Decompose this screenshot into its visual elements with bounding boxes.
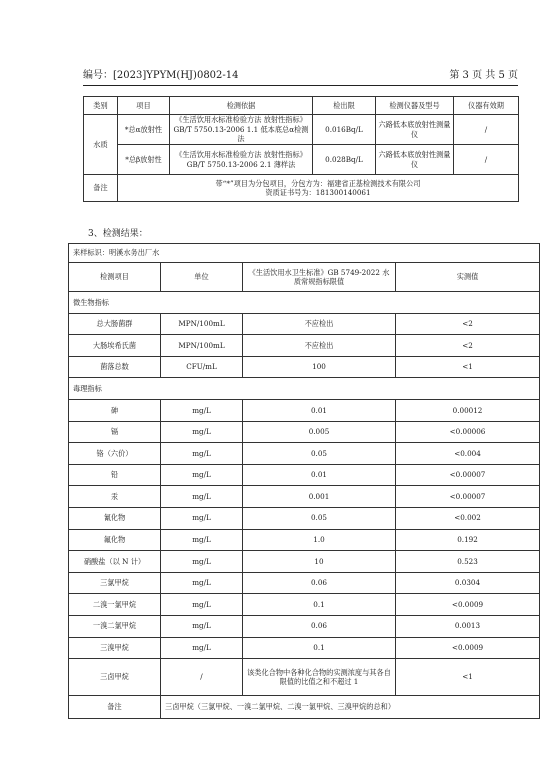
group-row	[69, 292, 540, 314]
limit-cell: 不应检出	[243, 313, 396, 335]
basis-cell: 《生活饮用水标准检验方法 放射性指标》GB/T 5750.13-2006 2.1 薄样法	[170, 145, 313, 175]
unit-cell: /	[161, 659, 243, 696]
item-cell: *总β放射性	[118, 145, 170, 175]
table-row	[69, 507, 540, 529]
limit-cell: 1.0	[243, 529, 396, 551]
note-text	[118, 175, 519, 202]
unit-cell: CFU/mL	[161, 356, 243, 378]
results-header-cell: 实测值	[396, 263, 540, 292]
unit-cell: mg/L	[161, 486, 243, 508]
limit-cell: 该类化合物中各种化合物的实测浓度与其各自限值的比值之和不超过 1	[243, 659, 396, 696]
methods-header-cell: 检测仪器及型号	[376, 97, 454, 115]
item-cell: 氟化物	[69, 529, 161, 551]
value-cell: <0.00007	[396, 486, 540, 508]
unit-cell: mg/L	[161, 551, 243, 573]
limit-cell: 0.1	[243, 594, 396, 616]
section-title: 3、检测结果：	[88, 229, 148, 239]
unit-cell: mg/L	[161, 507, 243, 529]
item-cell: 一溴二氯甲烷	[69, 615, 161, 637]
unit-cell: mg/L	[161, 443, 243, 465]
value-cell: 0.192	[396, 529, 540, 551]
results-header-cell: 单位	[161, 263, 243, 292]
item-cell: *总α放射性	[118, 115, 170, 145]
note-line-1: 带“*”项目为分包项目，分包方为：福建省正基检测技术有限公司	[215, 178, 421, 188]
limit-cell: 不应检出	[243, 335, 396, 357]
note-label: 备注	[84, 175, 118, 202]
unit-cell: mg/L	[161, 529, 243, 551]
page-header	[83, 70, 518, 82]
results-header-row	[69, 263, 540, 292]
table-row	[69, 637, 540, 659]
table-row	[69, 486, 540, 508]
item-cell: 铬（六价）	[69, 443, 161, 465]
validity-cell: /	[454, 145, 519, 175]
table-row	[69, 443, 540, 465]
page-indicator: 第 3 页 共 5 页	[449, 70, 518, 81]
methods-row	[84, 145, 519, 175]
limit-cell: 0.016Bq/L	[313, 115, 376, 145]
methods-header-cell: 类别	[84, 97, 118, 115]
value-cell: <0.00006	[396, 421, 540, 443]
note-line-2: 资质证书号为：181300140061	[265, 188, 371, 197]
table-row	[69, 464, 540, 486]
table-row	[69, 399, 540, 421]
limit-cell: 100	[243, 356, 396, 378]
methods-header-cell: 检测依据	[170, 97, 313, 115]
item-cell: 三氯甲烷	[69, 572, 161, 594]
item-cell: 二溴一氯甲烷	[69, 594, 161, 616]
limit-cell: 0.1	[243, 637, 396, 659]
methods-header-cell: 项目	[118, 97, 170, 115]
unit-cell: mg/L	[161, 421, 243, 443]
limit-cell: 0.06	[243, 572, 396, 594]
item-cell: 汞	[69, 486, 161, 508]
group-row	[69, 378, 540, 400]
unit-cell: mg/L	[161, 572, 243, 594]
remark-label: 备注	[69, 696, 161, 719]
group-name: 微生物指标	[69, 292, 540, 314]
item-cell: 三卤甲烷	[69, 659, 161, 696]
limit-cell: 0.01	[243, 399, 396, 421]
unit-cell: mg/L	[161, 399, 243, 421]
methods-row	[84, 115, 519, 145]
unit-cell: mg/L	[161, 615, 243, 637]
table-row	[69, 615, 540, 637]
item-cell: 铅	[69, 464, 161, 486]
table-row	[69, 659, 540, 696]
value-cell: <1	[396, 356, 540, 378]
methods-header-cell: 仪器有效期	[454, 97, 519, 115]
methods-table	[83, 96, 519, 202]
report-number: 编号：[2023]YPYM(HJ)0802-14	[83, 70, 239, 81]
remark-row	[69, 696, 540, 719]
value-cell: 0.0013	[396, 615, 540, 637]
limit-cell: 0.06	[243, 615, 396, 637]
value-cell: <2	[396, 313, 540, 335]
value-cell: 0.523	[396, 551, 540, 573]
header-rule	[83, 85, 518, 86]
value-cell: 0.0304	[396, 572, 540, 594]
unit-cell: MPN/100mL	[161, 335, 243, 357]
sample-label: 来样标识：明溪水务出厂水	[69, 244, 540, 263]
results-header-cell: 检测项目	[69, 263, 161, 292]
value-cell: <0.0009	[396, 637, 540, 659]
item-cell: 镉	[69, 421, 161, 443]
instrument-cell: 六路低本底放射性测量仪	[376, 115, 454, 145]
limit-cell: 0.005	[243, 421, 396, 443]
limit-cell: 0.001	[243, 486, 396, 508]
unit-cell: MPN/100mL	[161, 313, 243, 335]
item-cell: 菌落总数	[69, 356, 161, 378]
basis-cell: 《生活饮用水标准检验方法 放射性指标》GB/T 5750.13-2006 1.1 低本底总α检测法	[170, 115, 313, 145]
value-cell: 0.00012	[396, 399, 540, 421]
item-cell: 砷	[69, 399, 161, 421]
remark-text: 三卤甲烷（三氯甲烷、一溴二氯甲烷、二溴一氯甲烷、三溴甲烷的总和）	[161, 696, 540, 719]
table-row	[69, 421, 540, 443]
value-cell: <0.004	[396, 443, 540, 465]
limit-cell: 0.01	[243, 464, 396, 486]
limit-cell: 0.05	[243, 507, 396, 529]
sample-label-row	[69, 244, 540, 263]
value-cell: <0.00007	[396, 464, 540, 486]
group-name: 毒理指标	[69, 378, 540, 400]
table-row	[69, 572, 540, 594]
limit-cell: 0.028Bq/L	[313, 145, 376, 175]
unit-cell: mg/L	[161, 637, 243, 659]
methods-header-row	[84, 97, 519, 115]
methods-header-cell: 检出限	[313, 97, 376, 115]
item-cell: 氰化物	[69, 507, 161, 529]
value-cell: <0.0009	[396, 594, 540, 616]
results-header-cell: 《生活饮用水卫生标准》GB 5749-2022 水质常规指标限值	[243, 263, 396, 292]
item-cell: 大肠埃希氏菌	[69, 335, 161, 357]
item-cell: 总大肠菌群	[69, 313, 161, 335]
table-row	[69, 356, 540, 378]
table-row	[69, 529, 540, 551]
unit-cell: mg/L	[161, 464, 243, 486]
results-table	[68, 243, 540, 719]
limit-cell: 0.05	[243, 443, 396, 465]
item-cell: 三溴甲烷	[69, 637, 161, 659]
methods-note-row	[84, 175, 519, 202]
validity-cell: /	[454, 115, 519, 145]
unit-cell: mg/L	[161, 594, 243, 616]
table-row	[69, 335, 540, 357]
value-cell: <1	[396, 659, 540, 696]
category-cell: 水质	[84, 115, 118, 175]
table-row	[69, 594, 540, 616]
value-cell: <0.002	[396, 507, 540, 529]
limit-cell: 10	[243, 551, 396, 573]
instrument-cell: 六路低本底放射性测量仪	[376, 145, 454, 175]
table-row	[69, 551, 540, 573]
value-cell: <2	[396, 335, 540, 357]
table-row	[69, 313, 540, 335]
item-cell: 硝酸盐（以 N 计）	[69, 551, 161, 573]
